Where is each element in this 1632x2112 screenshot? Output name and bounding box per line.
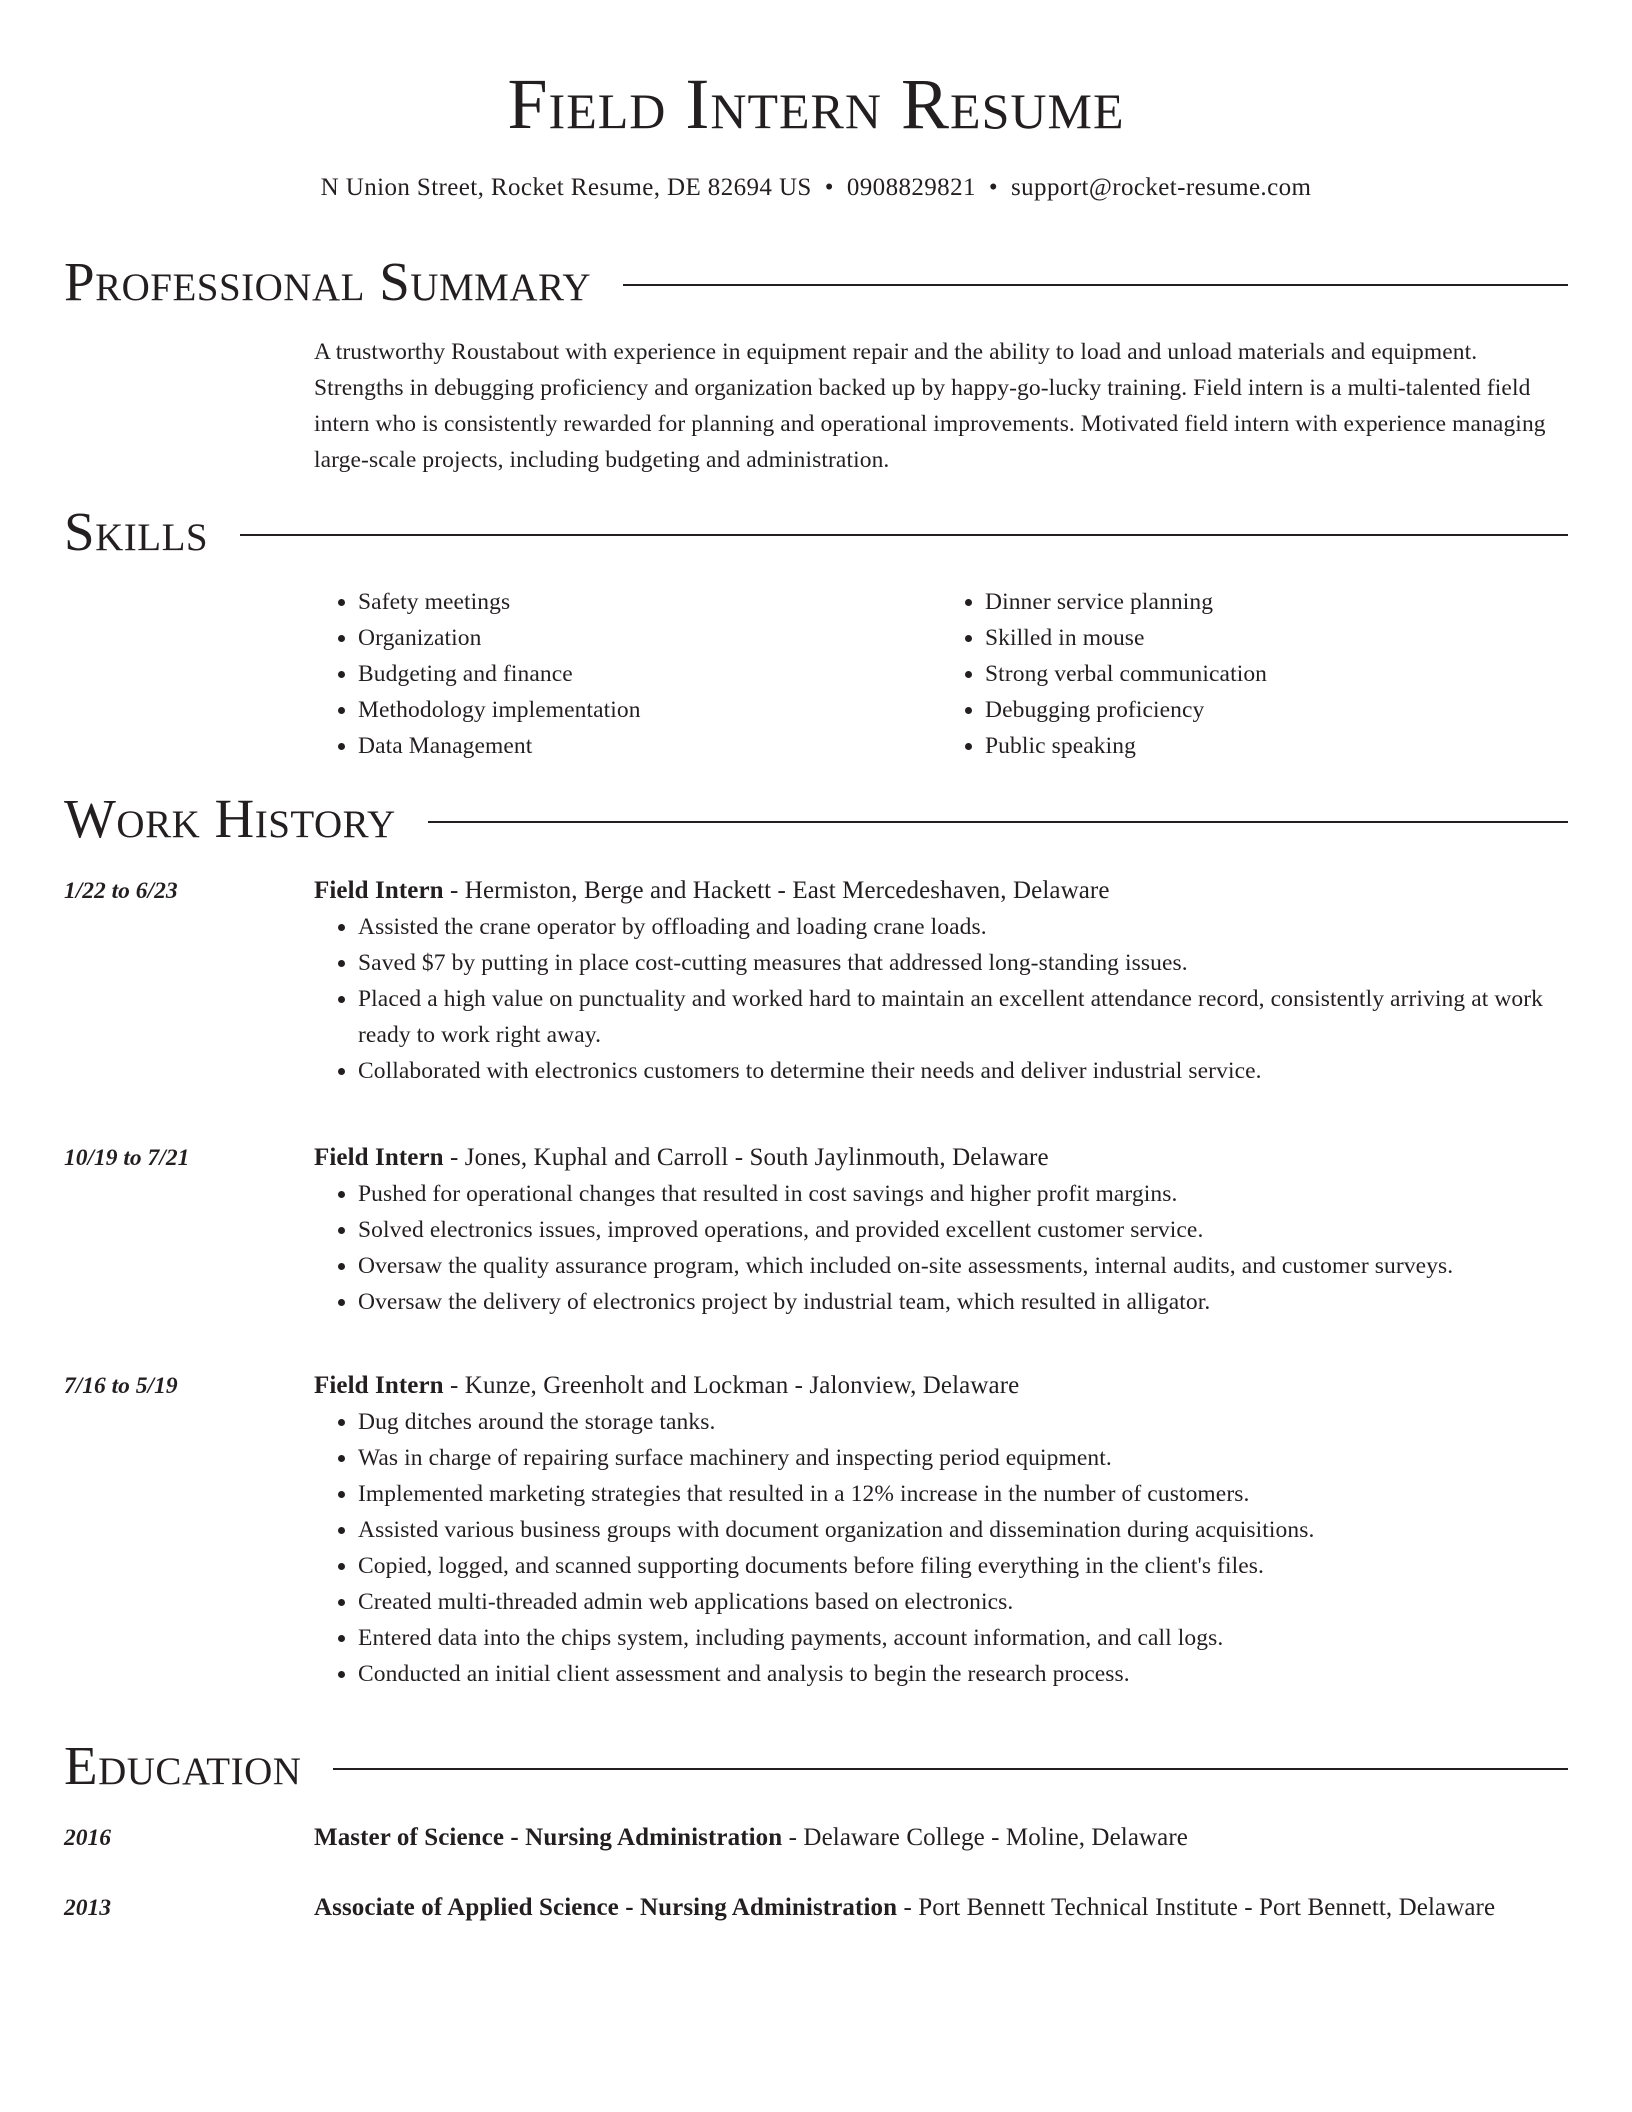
summary-heading: Professional Summary — [64, 251, 592, 312]
skills-right-list — [941, 584, 1568, 764]
contact-address: N Union Street, Rocket Resume, DE 82694 US — [320, 174, 812, 201]
resume-title: Field Intern Resume — [507, 64, 1125, 144]
skill-item: • Dinner service planning — [985, 584, 1568, 620]
job-bullet: • Was in charge of repairing surface machinery and inspecting period equipment. — [358, 1440, 1568, 1476]
section-rule — [428, 821, 1568, 823]
skill-item: • Organization — [358, 620, 941, 656]
job-title: Field Intern — [314, 1372, 444, 1399]
work-section-header — [64, 787, 1568, 851]
education-entry — [314, 1820, 1568, 1856]
education-year: 2016 — [64, 1825, 111, 1851]
contact-phone: 0908829821 — [846, 174, 976, 201]
contact-separator: • — [988, 174, 999, 201]
job-bullet-list — [314, 1176, 1568, 1320]
job-employer: - Hermiston, Berge and Hackett - East Mercedeshaven, Delaware — [443, 877, 1110, 904]
job-employer: - Jones, Kuphal and Carroll - South Jaylinmouth, Delaware — [443, 1144, 1049, 1171]
job-bullet: • Assisted various business groups with document organization and dissemination during acquisitions. — [358, 1512, 1568, 1548]
contact-line — [64, 172, 1568, 204]
skills-section-header — [64, 500, 1568, 564]
education-school: - Port Bennett Technical Institute - Port Bennett, Delaware — [897, 1894, 1496, 1921]
education-heading: Education — [64, 1735, 302, 1796]
job-bullet: • Conducted an initial client assessment and analysis to begin the research process. — [358, 1656, 1568, 1692]
skill-item: • Public speaking — [985, 728, 1568, 764]
section-rule — [333, 1768, 1568, 1770]
summary-section-header — [64, 250, 1568, 314]
skill-item: • Budgeting and finance — [358, 656, 941, 692]
skill-item: • Methodology implementation — [358, 692, 941, 728]
job-entry — [314, 1368, 1568, 1692]
education-degree: Associate of Applied Science - Nursing Administration — [314, 1894, 898, 1921]
job-employer: - Kunze, Greenholt and Lockman - Jalonview, Delaware — [443, 1372, 1020, 1399]
job-dates: 7/16 to 5/19 — [64, 1373, 178, 1399]
job-bullet: • Collaborated with electronics customers to determine their needs and deliver industrial service. — [358, 1053, 1568, 1089]
job-bullet: • Oversaw the delivery of electronics project by industrial team, which resulted in alligator. — [358, 1284, 1568, 1320]
job-heading — [314, 1368, 1568, 1404]
skill-item: • Data Management — [358, 728, 941, 764]
skills-heading: Skills — [64, 501, 209, 562]
work-heading: Work History — [64, 788, 396, 849]
job-bullet: • Entered data into the chips system, including payments, account information, and call logs. — [358, 1620, 1568, 1656]
job-entry — [314, 1140, 1568, 1320]
skill-item: • Safety meetings — [358, 584, 941, 620]
education-section-header — [64, 1734, 1568, 1798]
section-rule — [623, 284, 1568, 286]
job-title: Field Intern — [314, 1144, 444, 1171]
summary-text: A trustworthy Roustabout with experience in equipment repair and the ability to load and unload materials and equipment. Strengths in debugging proficiency and organization backed up by happy-go-lucky training. Field intern is a multi-talented field intern who is consistently rewarded for planning and operational improvements. Motivated field intern with experience managing large-scale projects, including budgeting and administration. — [314, 339, 1546, 473]
education-degree: Master of Science - Nursing Administration — [314, 1824, 783, 1851]
education-year: 2013 — [64, 1895, 111, 1921]
skill-item: • Strong verbal communication — [985, 656, 1568, 692]
education-entry — [314, 1890, 1568, 1926]
job-heading — [314, 873, 1568, 909]
contact-email: support@rocket-resume.com — [1011, 174, 1312, 201]
resume-page — [64, 0, 1568, 1921]
skill-item: • Debugging proficiency — [985, 692, 1568, 728]
job-bullet: • Implemented marketing strategies that resulted in a 12% increase in the number of customers. — [358, 1476, 1568, 1512]
job-bullet: • Pushed for operational changes that resulted in cost savings and higher profit margins. — [358, 1176, 1568, 1212]
job-heading — [314, 1140, 1568, 1176]
job-dates: 1/22 to 6/23 — [64, 878, 178, 904]
job-bullet: • Oversaw the quality assurance program, which included on-site assessments, internal audits, and customer surveys. — [358, 1248, 1568, 1284]
skills-left-list — [314, 584, 941, 764]
job-title: Field Intern — [314, 877, 444, 904]
job-bullet: • Copied, logged, and scanned supporting documents before filing everything in the client's files. — [358, 1548, 1568, 1584]
skills-body — [314, 584, 1568, 764]
contact-separator: • — [824, 174, 834, 201]
job-bullet: • Placed a high value on punctuality and worked hard to maintain an excellent attendance record, consistently arriving at work ready to work right away. — [358, 981, 1568, 1053]
job-bullet-list — [314, 1404, 1568, 1692]
skill-item: • Skilled in mouse — [985, 620, 1568, 656]
summary-body — [314, 334, 1568, 478]
job-bullet-list — [314, 909, 1568, 1089]
job-bullet: • Solved electronics issues, improved operations, and provided excellent customer service. — [358, 1212, 1568, 1248]
section-rule — [240, 534, 1568, 536]
job-bullet: • Assisted the crane operator by offloading and loading crane loads. — [358, 909, 1568, 945]
job-dates: 10/19 to 7/21 — [64, 1145, 190, 1171]
job-bullet: • Saved $7 by putting in place cost-cutting measures that addressed long-standing issues. — [358, 945, 1568, 981]
job-entry — [314, 873, 1568, 1089]
job-bullet: • Dug ditches around the storage tanks. — [358, 1404, 1568, 1440]
job-bullet: • Created multi-threaded admin web applications based on electronics. — [358, 1584, 1568, 1620]
education-school: - Delaware College - Moline, Delaware — [782, 1824, 1189, 1851]
